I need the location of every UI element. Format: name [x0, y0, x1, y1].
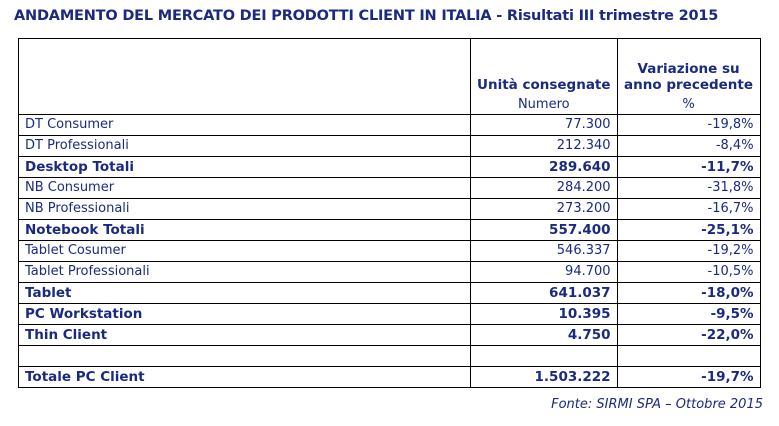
units-number-label: Numero: [471, 96, 618, 115]
row-units: 4.750: [471, 325, 618, 346]
row-change: -9,5%: [617, 304, 760, 325]
row-label: Tablet Professionali: [19, 262, 471, 283]
units-empty-cell: [19, 96, 471, 115]
table-row: [19, 304, 761, 325]
row-units: 289.640: [471, 157, 618, 178]
row-label: NB Professionali: [19, 199, 471, 220]
row-label: Notebook Totali: [19, 220, 471, 241]
row-label: DT Professionali: [19, 136, 471, 157]
row-units: 1.503.222: [471, 367, 618, 388]
table-row: [19, 199, 761, 220]
table-header-row: [19, 39, 761, 97]
table-row: [19, 157, 761, 178]
row-change: -11,7%: [617, 157, 760, 178]
row-label: Totale PC Client: [19, 367, 471, 388]
table-row: [19, 115, 761, 136]
header-variation: Variazione su anno precedente: [617, 39, 760, 97]
header-units-delivered: Unità consegnate: [471, 39, 618, 97]
table-row: [19, 325, 761, 346]
table-row: [19, 178, 761, 199]
row-units: 94.700: [471, 262, 618, 283]
table-row: [19, 136, 761, 157]
row-change: -8,4%: [617, 136, 760, 157]
blank-row: [19, 346, 761, 367]
row-label: NB Consumer: [19, 178, 471, 199]
row-change: -19,7%: [617, 367, 760, 388]
row-change: -25,1%: [617, 220, 760, 241]
row-units: 557.400: [471, 220, 618, 241]
row-label: Thin Client: [19, 325, 471, 346]
row-change: -31,8%: [617, 178, 760, 199]
row-units: 546.337: [471, 241, 618, 262]
table-row: [19, 262, 761, 283]
row-change: -22,0%: [617, 325, 760, 346]
table-row: [19, 283, 761, 304]
row-units: 284.200: [471, 178, 618, 199]
table-row: [19, 367, 761, 388]
units-percent-label: %: [617, 96, 760, 115]
row-change: -16,7%: [617, 199, 760, 220]
row-units: [471, 346, 618, 367]
header-empty-cell: [19, 39, 471, 97]
page-title: ANDAMENTO DEL MERCATO DEI PRODOTTI CLIENT IN ITALIA - Risultati III trimestre 2015: [14, 8, 719, 24]
row-units: 10.395: [471, 304, 618, 325]
row-label: DT Consumer: [19, 115, 471, 136]
row-units: 273.200: [471, 199, 618, 220]
row-label: Desktop Totali: [19, 157, 471, 178]
row-change: -19,2%: [617, 241, 760, 262]
row-label: PC Workstation: [19, 304, 471, 325]
row-change: -19,8%: [617, 115, 760, 136]
row-label: [19, 346, 471, 367]
row-change: -10,5%: [617, 262, 760, 283]
table-row: [19, 220, 761, 241]
row-change: -18,0%: [617, 283, 760, 304]
row-units: 212.340: [471, 136, 618, 157]
row-change: [617, 346, 760, 367]
row-label: Tablet Cosumer: [19, 241, 471, 262]
table-units-row: [19, 96, 761, 115]
source-note: Fonte: SIRMI SPA – Ottobre 2015: [551, 397, 763, 412]
row-label: Tablet: [19, 283, 471, 304]
market-table: [18, 38, 761, 388]
row-units: 77.300: [471, 115, 618, 136]
table-row: [19, 241, 761, 262]
row-units: 641.037: [471, 283, 618, 304]
